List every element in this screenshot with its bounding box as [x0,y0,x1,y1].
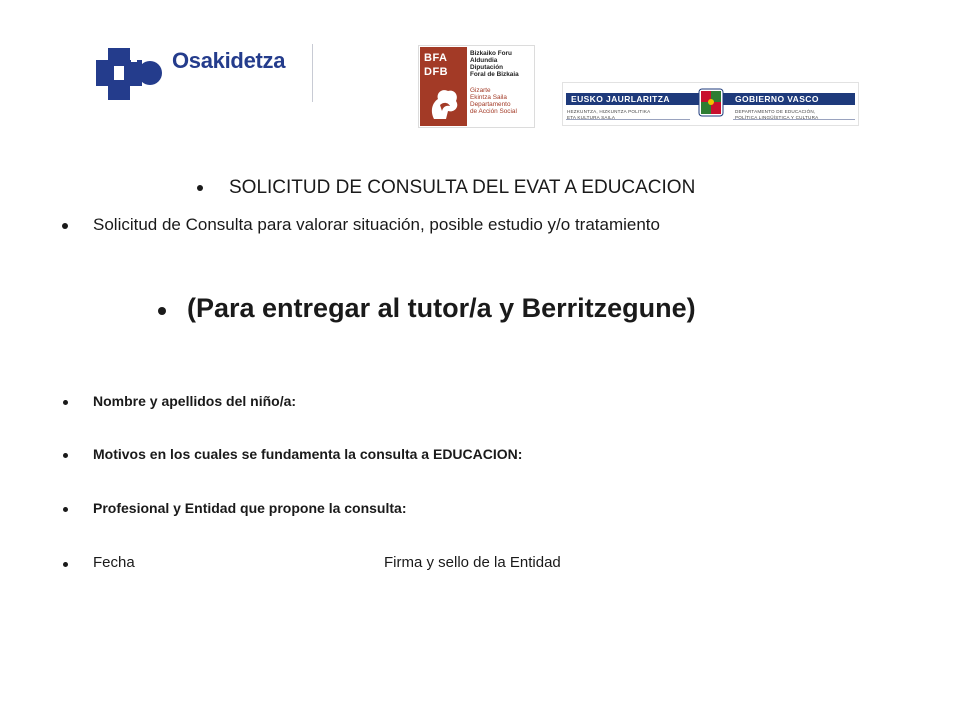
bullet-icon [63,400,68,405]
bullet-icon [158,307,166,315]
heading-solicitud-consulta: Solicitud de Consulta para valorar situación, posible estudio y/o tratamiento [93,215,660,234]
logo-divider [312,44,313,102]
heading-para-entregar: (Para entregar al tutor/a y Berritzegune) [187,293,696,323]
bullet-icon [197,185,203,191]
ej-right-dept-1: DEPARTAMENTO DE EDUCACIÓN, [735,109,816,114]
bullet-icon [62,223,68,229]
bfa-line-3: Diputación [470,64,504,71]
eusko-jaurlaritza-logo [562,82,859,126]
ej-right-dept-2: POLÍTICA LINGÜÍSTICA Y CULTURA [735,115,819,120]
osakidetza-logo [92,44,317,104]
ej-right-name: GOBIERNO VASCO [735,94,819,104]
ej-left-name: EUSKO JAURLARITZA [571,94,670,104]
bfa-red-block [420,47,467,126]
basque-coat-of-arms-icon [693,87,729,119]
bfa-line-1: Bizkaiko Foru [470,50,512,57]
bullet-icon [63,453,68,458]
field-motivos: Motivos en los cuales se fundamenta la consulta a EDUCACION: [93,446,523,462]
bullet-icon [63,507,68,512]
bizkaia-tree-icon [428,85,460,123]
bfa-code: BFA [424,52,448,64]
osakidetza-wordmark: Osakidetza [172,48,286,73]
ej-left-dept-2: ETA KULTURA SAILA [567,115,616,120]
dfb-code: DFB [424,66,449,78]
ej-left-dept-1: HEZKUNTZA, HIZKUNTZA POLITIKA [567,109,651,114]
bfa-dept-3: Departamento [470,101,511,108]
fecha-label: Fecha [93,554,135,571]
bfa-dept-2: Ekintza Saila [470,94,507,101]
bfa-dept-4: de Acción Social [470,108,517,115]
field-nombre: Nombre y apellidos del niño/a: [93,393,297,409]
bfa-line-4: Foral de Bizkaia [470,71,519,78]
field-profesional: Profesional y Entidad que propone la consulta: [93,500,407,516]
heading-solicitud-evat: SOLICITUD DE CONSULTA DEL EVAT A EDUCACION [229,177,696,198]
bfa-line-2: Aldundia [470,57,498,64]
firma-label: Firma y sello de la Entidad [384,554,561,571]
bfa-dfb-logo [418,45,535,128]
bullet-icon [63,562,68,567]
bfa-dept-1: Gizarte [470,87,491,94]
